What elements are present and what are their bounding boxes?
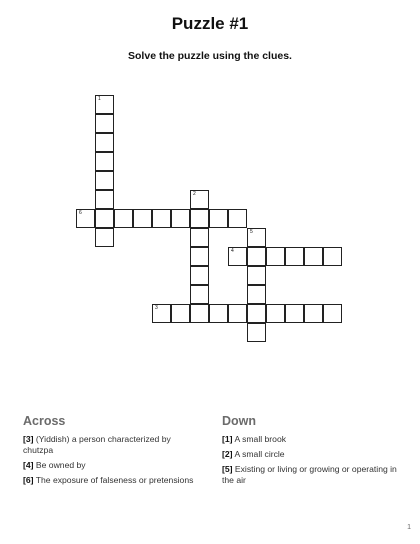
crossword-cell[interactable] — [323, 247, 342, 266]
page-number: 1 — [407, 524, 411, 531]
cell-number: 6 — [79, 210, 82, 216]
crossword-cell[interactable] — [76, 209, 95, 228]
puzzle-title: Puzzle #1 — [171, 14, 249, 33]
crossword-cell[interactable] — [247, 304, 266, 323]
crossword-cell[interactable] — [228, 247, 247, 266]
crossword-cell[interactable] — [228, 304, 247, 323]
crossword-cell[interactable] — [133, 209, 152, 228]
crossword-cell[interactable] — [209, 304, 228, 323]
crossword-cell[interactable] — [95, 209, 114, 228]
crossword-cell[interactable] — [95, 190, 114, 209]
crossword-cell[interactable] — [190, 228, 209, 247]
crossword-cell[interactable] — [95, 95, 114, 114]
cell-number: 4 — [231, 248, 234, 254]
cell-number: 2 — [193, 191, 196, 197]
crossword-cell[interactable] — [95, 114, 114, 133]
crossword-cell[interactable] — [190, 285, 209, 304]
crossword-cell[interactable] — [247, 228, 266, 247]
crossword-cell[interactable] — [190, 247, 209, 266]
crossword-cell[interactable] — [228, 209, 247, 228]
clue-down-5: [5] Existing or living or growing or operating in the air — [222, 464, 397, 485]
cell-number: 5 — [250, 229, 253, 235]
crossword-cell[interactable] — [95, 171, 114, 190]
crossword-cell[interactable] — [304, 247, 323, 266]
crossword-cell[interactable] — [190, 209, 209, 228]
across-clues — [23, 414, 203, 490]
crossword-cell[interactable] — [247, 247, 266, 266]
across-heading: Across — [23, 414, 66, 428]
clue-down-1: [1] A small brook — [222, 434, 287, 444]
crossword-cell[interactable] — [152, 209, 171, 228]
crossword-cell[interactable] — [247, 266, 266, 285]
clue-down-2: [2] A small circle — [222, 449, 285, 459]
crossword-cell[interactable] — [266, 247, 285, 266]
clue-across-6: [6] The exposure of falseness or pretensions — [23, 475, 194, 485]
crossword-cell[interactable] — [95, 133, 114, 152]
crossword-cell[interactable] — [304, 304, 323, 323]
crossword-cell[interactable] — [285, 247, 304, 266]
cell-number: 3 — [155, 305, 158, 311]
crossword-cell[interactable] — [95, 228, 114, 247]
crossword-cell[interactable] — [247, 285, 266, 304]
crossword-cell[interactable] — [152, 304, 171, 323]
crossword-cell[interactable] — [209, 209, 228, 228]
crossword-cell[interactable] — [171, 209, 190, 228]
crossword-cell[interactable] — [285, 304, 304, 323]
crossword-cell[interactable] — [114, 209, 133, 228]
puzzle-instructions: Solve the puzzle using the clues. — [128, 50, 292, 62]
crossword-cell[interactable] — [247, 323, 266, 342]
crossword-cell[interactable] — [323, 304, 342, 323]
crossword-cell[interactable] — [95, 152, 114, 171]
cell-number: 1 — [98, 96, 101, 102]
crossword-cell[interactable] — [190, 304, 209, 323]
down-heading: Down — [222, 414, 257, 428]
crossword-cell[interactable] — [190, 266, 209, 285]
crossword-cell[interactable] — [266, 304, 285, 323]
down-clues — [222, 414, 402, 490]
clue-across-3: [3] (Yiddish) a person characterized by chutzpa — [23, 434, 171, 455]
crossword-cell[interactable] — [190, 190, 209, 209]
crossword-cell[interactable] — [171, 304, 190, 323]
clue-across-4: [4] Be owned by — [23, 460, 86, 470]
